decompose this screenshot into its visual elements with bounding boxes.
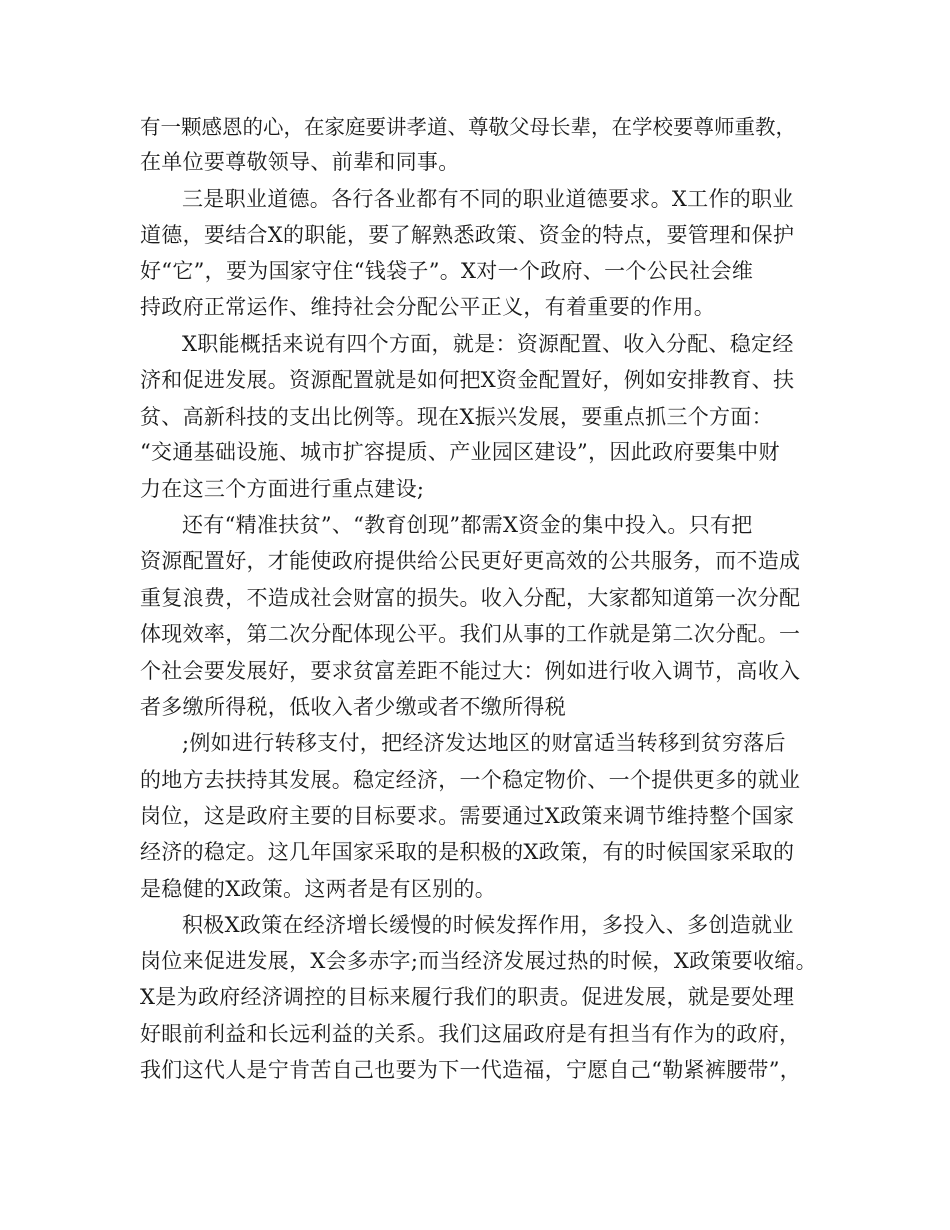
text-line: 体现效率，第二次分配体现公平。我们从事的工作就是第二次分配。一	[140, 622, 801, 646]
text-line: 重复浪费，不造成社会财富的损失。收入分配，大家都知道第一次分配	[140, 586, 801, 610]
text-line: 道德，要结合X的职能，要了解熟悉政策、资金的特点，要管理和保护	[140, 223, 795, 247]
text-line: X是为政府经济调控的目标来履行我们的职责。促进发展，就是要处理	[140, 985, 795, 1009]
text-line: 资源配置好，才能使政府提供给公民更好更高效的公共服务，而不造成	[140, 549, 801, 573]
text-line: 力在这三个方面进行重点建设;	[140, 477, 425, 501]
text-line: 有一颗感恩的心，在家庭要讲孝道、尊敬父母长辈，在学校要尊师重教，	[140, 115, 796, 139]
text-line: 贫、高新科技的支出比例等。现在X振兴发展，要重点抓三个方面：	[140, 405, 773, 429]
text-line: 者多缴所得税，低收入者少缴或者不缴所得税	[140, 695, 566, 719]
text-line: 我们这代人是宁肯苦自己也要为下一代造福，宁愿自己“勒紧裤腰带”，	[140, 1058, 802, 1082]
text-line: ;例如进行转移支付，把经济发达地区的财富适当转移到贫穷落后	[182, 731, 786, 755]
text-line: 岗位来促进发展，X会多赤字;而当经济发展过热的时候，X政策要收缩。	[140, 949, 817, 973]
text-line: 三是职业道德。各行各业都有不同的职业道德要求。X工作的职业	[182, 187, 794, 211]
text-line: X职能概括来说有四个方面，就是：资源配置、收入分配、稳定经	[182, 332, 794, 356]
text-line: 是稳健的X政策。这两者是有区别的。	[140, 877, 497, 901]
text-line: “交通基础设施、城市扩容提质、产业园区建设”，因此政府要集中财	[140, 440, 780, 464]
text-line: 经济的稳定。这几年国家采取的是积极的X政策，有的时候国家采取的	[140, 840, 795, 864]
text-line: 积极X政策在经济增长缓慢的时候发挥作用，多投入、多创造就业	[182, 913, 794, 937]
text-line: 好眼前利益和长远利益的关系。我们这届政府是有担当有作为的政府，	[140, 1022, 801, 1046]
text-line: 济和促进发展。资源配置就是如何把X资金配置好，例如安排教育、扶	[140, 368, 795, 392]
text-line: 个社会要发展好，要求贫富差距不能过大：例如进行收入调节，高收入	[140, 659, 801, 683]
text-line: 的地方去扶持其发展。稳定经济，一个稳定物价、一个提供更多的就业	[140, 768, 801, 792]
text-line: 岗位，这是政府主要的目标要求。需要通过X政策来调节维持整个国家	[140, 804, 795, 828]
text-line: 持政府正常运作、维持社会分配公平正义，有着重要的作用。	[140, 295, 716, 319]
text-line: 还有“精准扶贫”、“教育创现”都需X资金的集中投入。只有把	[182, 513, 753, 537]
text-line: 在单位要尊敬领导、前辈和同事。	[140, 150, 460, 174]
text-line: 好“它”，要为国家守住“钱袋子”。X对一个政府、一个公民社会维	[140, 259, 754, 283]
